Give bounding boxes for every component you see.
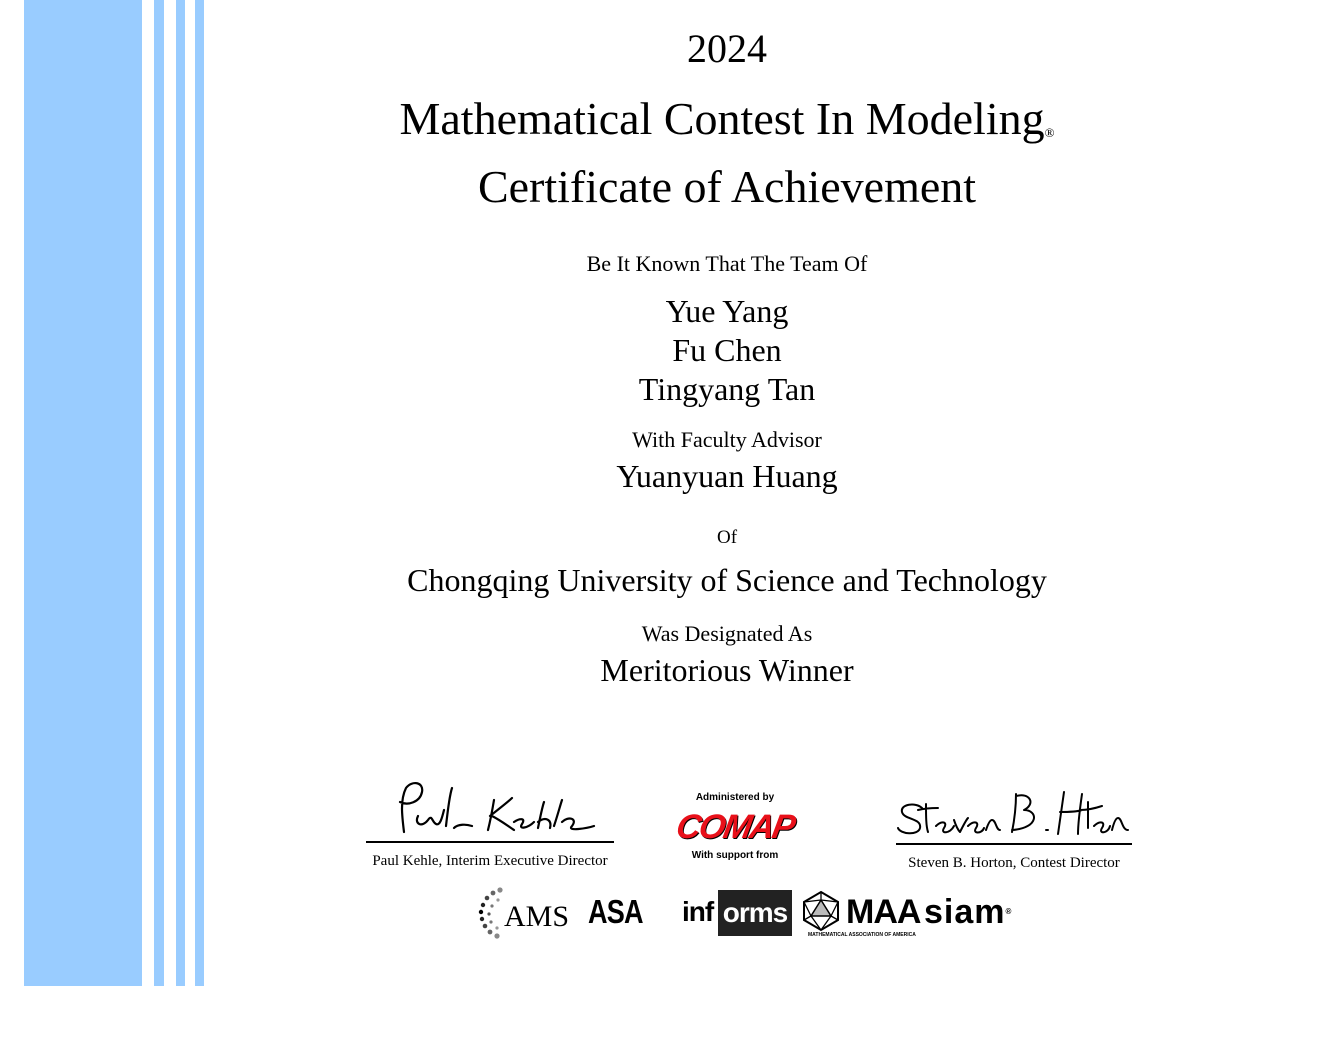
team-member: Fu Chen — [672, 332, 782, 368]
siam-logo-text: siam — [924, 893, 1006, 931]
siam-logo — [924, 892, 1012, 932]
comap-logo: COMAP — [673, 808, 797, 846]
contest-title-text: Mathematical Contest In Modeling — [399, 93, 1045, 144]
contest-year: 2024 — [687, 26, 767, 71]
decorative-stripe — [176, 0, 185, 986]
signature-block-right — [892, 786, 1136, 873]
institution-name: Chongqing University of Science and Technology — [407, 562, 1047, 598]
decorative-stripe — [154, 0, 164, 986]
certificate-title: Certificate of Achievement — [477, 161, 977, 212]
registered-mark: ® — [1005, 907, 1013, 916]
maa-logo-text: MAA — [846, 893, 921, 931]
contest-title — [327, 92, 1127, 146]
advisor-name: Yuanyuan Huang — [616, 458, 838, 494]
informs-logo-prefix: inf — [682, 896, 714, 927]
award-designation: Meritorious Winner — [600, 652, 854, 688]
decorative-stripe-wide — [24, 0, 142, 986]
administered-by-label: Administered by — [695, 792, 775, 803]
of-label: Of — [716, 527, 738, 548]
intro-text: Be It Known That The Team Of — [586, 251, 868, 276]
informs-logo-suffix: orms — [718, 890, 792, 936]
signature-steven-horton — [892, 786, 1136, 838]
icosahedron-icon — [800, 890, 842, 932]
support-label: With support from — [691, 850, 779, 861]
administrator-block — [672, 792, 798, 862]
designation-label: Was Designated As — [641, 621, 813, 646]
informs-logo — [682, 890, 798, 936]
signature-paul-kehle — [362, 778, 618, 836]
signature-line — [896, 843, 1132, 845]
ams-logo — [478, 890, 582, 940]
asa-logo — [588, 892, 643, 932]
maa-logo-subtitle: MATHEMATICAL ASSOCIATION OF AMERICA — [808, 932, 916, 938]
maa-logo — [800, 890, 921, 940]
advisor-label: With Faculty Advisor — [632, 427, 822, 452]
signatory-left: Paul Kehle, Interim Executive Director — [372, 853, 608, 869]
signatory-right: Steven B. Horton, Contest Director — [908, 855, 1120, 871]
signature-line — [366, 841, 614, 843]
signature-block-left — [362, 778, 618, 871]
team-member: Yue Yang — [665, 293, 789, 329]
team-member: Tingyang Tan — [638, 371, 816, 407]
ams-logo-text: AMS — [504, 900, 570, 933]
decorative-stripe — [195, 0, 204, 986]
asa-logo-text: ASA — [588, 893, 643, 930]
registered-mark: ® — [1044, 125, 1055, 140]
sponsor-logos — [478, 886, 1038, 942]
ams-dots-icon — [478, 886, 506, 940]
